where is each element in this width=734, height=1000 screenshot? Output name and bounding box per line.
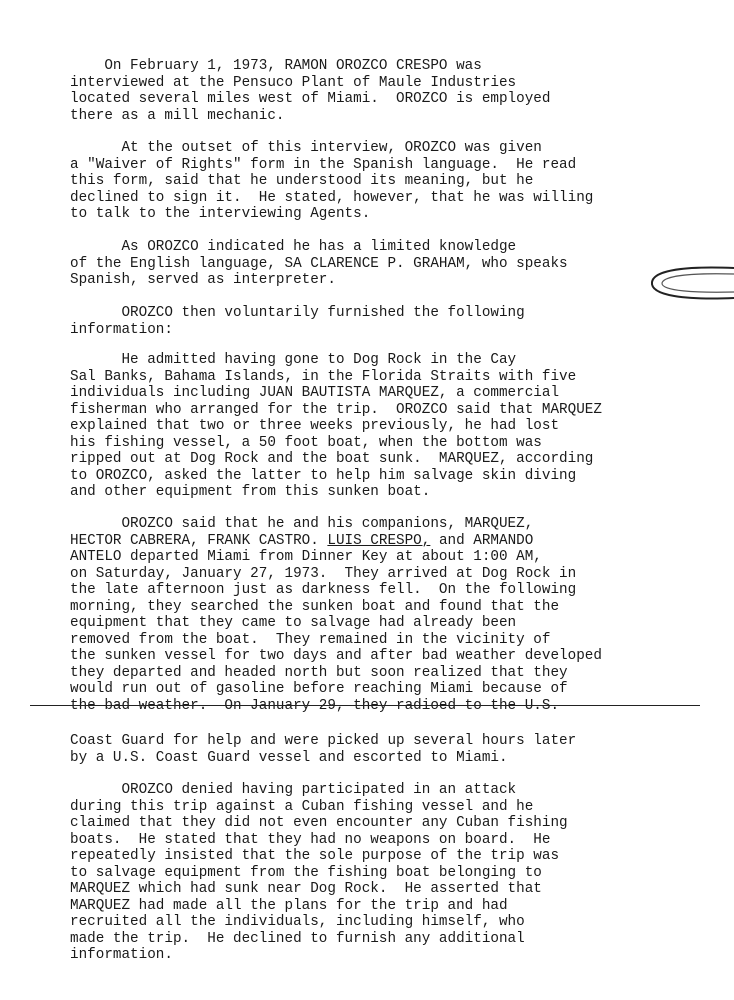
text-line: would run out of gasoline before reaching Miami because of — [70, 681, 568, 697]
text-line: during this trip against a Cuban fishing vessel and he — [70, 798, 534, 815]
text-line: fisherman who arranged for the trip. OROZCO said that MARQUEZ — [70, 401, 602, 418]
paragraph-dog-rock-trip — [70, 352, 670, 501]
paragraph-interpreter — [70, 239, 670, 289]
text-line: to salvage equipment from the fishing boat belonging to — [70, 864, 542, 881]
text-line: information: — [70, 321, 173, 338]
text-line: the late afternoon just as darkness fell. On the following — [70, 582, 577, 598]
text-line: recruited all the individuals, including himself, who — [70, 914, 525, 930]
text-line: OROZCO then voluntarily furnished the following — [70, 305, 525, 321]
text-line: to OROZCO, asked the latter to help him salvage skin diving — [70, 467, 577, 484]
text-line: As OROZCO indicated he has a limited knowledge — [70, 239, 517, 255]
text-line: information. — [70, 947, 173, 963]
page-break-rule — [30, 705, 700, 706]
text-line: MARQUEZ which had sunk near Dog Rock. He asserted that — [70, 881, 542, 897]
paragraph-companions-departure — [70, 516, 670, 714]
text-line: OROZCO said that he and his companions, MARQUEZ, — [70, 516, 534, 532]
text-line: boats. He stated that they had no weapons on board. He — [70, 831, 551, 848]
text-line: located several miles west of Miami. OROZCO is employed — [70, 91, 551, 107]
text-line: to talk to the interviewing Agents. — [70, 206, 371, 222]
text-line: explained that two or three weeks previously, he had lost — [70, 418, 560, 434]
text-line: and other equipment from this sunken boat. — [70, 484, 431, 500]
text-line: Sal Banks, Bahama Islands, in the Florida Straits with five — [70, 368, 577, 385]
text-line: by a U.S. Coast Guard vessel and escorted to Miami. — [70, 749, 508, 766]
paragraph-coast-guard — [70, 733, 670, 766]
text-line: ripped out at Dog Rock and the boat sunk. MARQUEZ, according — [70, 451, 594, 467]
paragraph-denial — [70, 782, 670, 964]
text-line-struck: the bad weather. On January 29, they radioed to the U.S. — [70, 697, 560, 714]
underlined-name: LUIS CRESPO, — [327, 532, 431, 549]
text-line: a "Waiver of Rights" form in the Spanish language. He read — [70, 156, 577, 173]
text-line: made the trip. He declined to furnish any additional — [70, 930, 525, 947]
text-fragment: and ARMANDO — [430, 532, 534, 549]
text-line: individuals including JUAN BAUTISTA MARQUEZ, a commercial — [70, 385, 560, 401]
text-line: repeatedly insisted that the sole purpose of the trip was — [70, 848, 560, 864]
text-line: morning, they searched the sunken boat and found that the — [70, 598, 560, 615]
text-line: declined to sign it. He stated, however, that he was willing — [70, 189, 594, 206]
text-line: OROZCO denied having participated in an attack — [70, 782, 517, 798]
text-line: the sunken vessel for two days and after bad weather developed — [70, 648, 602, 664]
text-line: ANTELO departed Miami from Dinner Key at about 1:00 AM, — [70, 549, 542, 565]
text-line: equipment that they came to salvage had already been — [70, 615, 517, 631]
text-line: claimed that they did not even encounter any Cuban fishing — [70, 815, 568, 831]
text-line: on Saturday, January 27, 1973. They arrived at Dog Rock in — [70, 565, 577, 582]
text-line: his fishing vessel, a 50 foot boat, when the bottom was — [70, 434, 542, 451]
text-line: Coast Guard for help and were picked up several hours later — [70, 733, 577, 749]
text-line: this form, said that he understood its meaning, but he — [70, 173, 534, 189]
text-line-with-underlined-name — [70, 533, 670, 550]
paragraph-voluntary-info — [70, 305, 670, 338]
text-fragment: HECTOR CABRERA, FRANK CASTRO. — [70, 532, 328, 549]
text-line: MARQUEZ had made all the plans for the trip and had — [70, 897, 508, 914]
text-line: Spanish, served as interpreter. — [70, 272, 336, 288]
text-line: He admitted having gone to Dog Rock in the Cay — [70, 352, 517, 368]
paragraph-interview-intro — [70, 58, 670, 124]
text-line: On February 1, 1973, RAMON OROZCO CRESPO was — [70, 58, 482, 74]
text-line: interviewed at the Pensuco Plant of Maule Industries — [70, 74, 517, 91]
text-line: removed from the boat. They remained in the vicinity of — [70, 631, 551, 648]
paper-clip-mark-icon — [646, 262, 734, 306]
text-line: they departed and headed north but soon realized that they — [70, 664, 568, 681]
paragraph-waiver-of-rights — [70, 140, 670, 223]
text-line: of the English language, SA CLARENCE P. GRAHAM, who speaks — [70, 255, 568, 272]
text-line: At the outset of this interview, OROZCO was given — [70, 140, 542, 156]
text-line: there as a mill mechanic. — [70, 107, 285, 124]
